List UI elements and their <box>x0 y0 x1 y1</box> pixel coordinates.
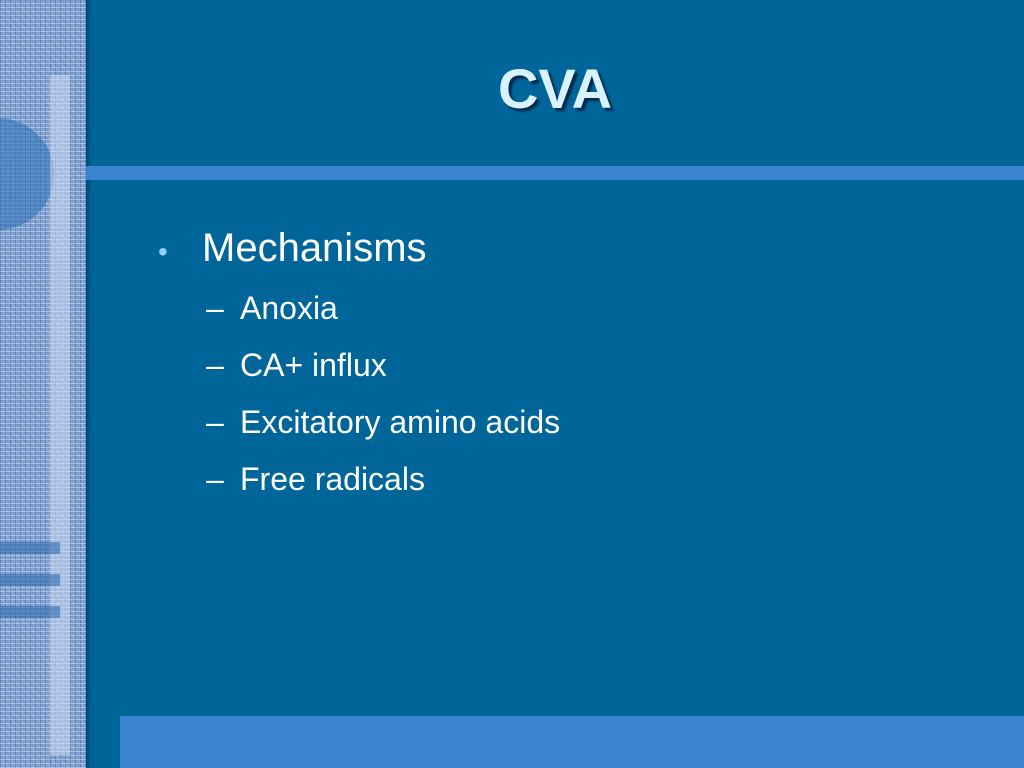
sub-bullet-text: Anoxia <box>240 290 338 326</box>
decorative-vertical-bar <box>50 75 70 755</box>
sub-bullet-list <box>206 280 1000 508</box>
dash-marker: – <box>206 404 224 440</box>
sub-bullet-item <box>206 451 1000 508</box>
bullet-text: Mechanisms <box>202 226 427 270</box>
sub-bullet-item <box>206 394 1000 451</box>
title-underline-bar <box>86 166 1024 180</box>
sub-bullet-text: Excitatory amino acids <box>240 404 561 440</box>
slide-body <box>150 220 1000 508</box>
sub-bullet-text: CA+ influx <box>240 347 387 383</box>
sub-bullet-text: Free radicals <box>240 461 425 497</box>
dash-marker: – <box>206 461 224 497</box>
dash-marker: – <box>206 290 224 326</box>
bullet-item <box>150 220 1000 280</box>
decorative-horizontal-bar <box>0 574 60 586</box>
sub-bullet-item <box>206 280 1000 337</box>
slide-title: CVA <box>497 57 613 120</box>
decorative-side-strip <box>0 0 86 768</box>
decorative-horizontal-bar <box>0 542 60 554</box>
bottom-accent-box <box>120 716 1024 768</box>
bullet-marker: • <box>158 236 168 267</box>
sub-bullet-item <box>206 337 1000 394</box>
decorative-horizontal-bar <box>0 606 60 618</box>
dash-marker: – <box>206 347 224 383</box>
